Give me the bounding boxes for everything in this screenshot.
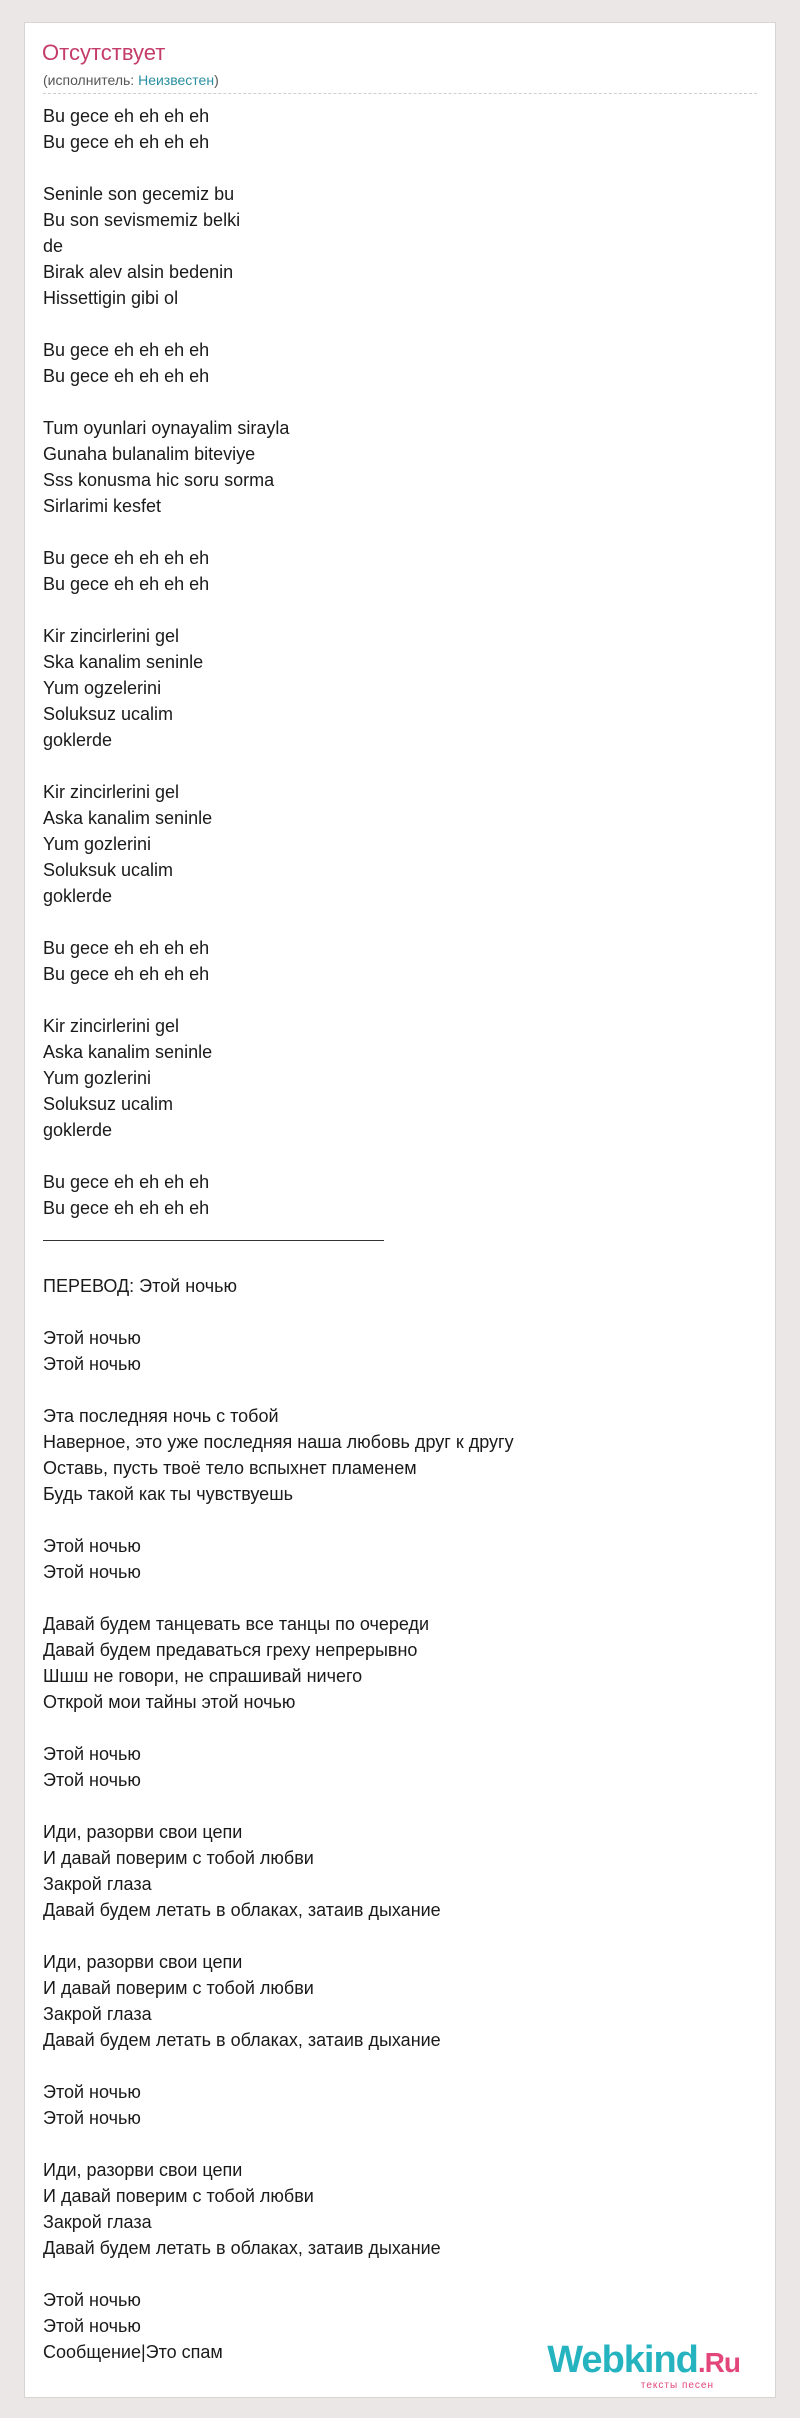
lyric-line: Bu gece eh eh eh eh	[43, 1172, 210, 1192]
header-divider	[43, 93, 757, 94]
lyrics-card	[24, 22, 776, 2398]
blank-line	[43, 1299, 743, 1325]
lyric-line: И давай поверим с тобой любви	[43, 1978, 314, 1998]
translated-lyrics	[43, 1273, 743, 2339]
lyric-line: Этой ночью	[43, 2290, 141, 2310]
lyric-line: Tum oyunlari oynayalim sirayla	[43, 418, 290, 438]
lyric-line: Yum ogzelerini	[43, 678, 162, 698]
lyric-line: Kir zincirlerini gel	[43, 1016, 180, 1036]
blank-line	[43, 2131, 743, 2157]
lyric-line: Aska kanalim seninle	[43, 1042, 213, 1062]
song-title: Отсутствует	[42, 40, 166, 65]
lyric-line: Закрой глаза	[43, 2212, 152, 2232]
blank-line	[43, 311, 743, 337]
blank-line	[43, 753, 743, 779]
lyric-line: Закрой глаза	[43, 1874, 152, 1894]
lyric-line: Soluksuk ucalim	[43, 860, 174, 880]
lyric-line: Иди, разорви свои цепи	[43, 1822, 243, 1842]
blank-line	[43, 1585, 743, 1611]
blank-line	[43, 389, 743, 415]
lyric-line: goklerde	[43, 1120, 113, 1140]
lyric-line: Этой ночью	[43, 1354, 141, 1374]
lyric-line: Soluksuz ucalim	[43, 1094, 174, 1114]
blank-line	[43, 1923, 743, 1949]
lyric-line: Этой ночью	[43, 1536, 141, 1556]
lyric-line: Открой мои тайны этой ночью	[43, 1692, 296, 1712]
blank-line	[43, 597, 743, 623]
lyric-line: Давай будем танцевать все танцы по очереди	[43, 1614, 430, 1634]
translation-separator	[43, 1221, 743, 1247]
blank-line	[43, 155, 743, 181]
blank-line	[43, 519, 743, 545]
lyric-line: Иди, разорви свои цепи	[43, 2160, 243, 2180]
artist-link[interactable]: Неизвестен	[138, 72, 215, 88]
footer-divider: |	[140, 2342, 146, 2362]
lyric-line: Kir zincirlerini gel	[43, 626, 180, 646]
lyrics-body	[43, 103, 743, 2365]
lyric-line: ПЕРЕВОД: Этой ночью	[43, 1276, 238, 1296]
lyric-line: de	[43, 236, 64, 256]
lyric-line: Иди, разорви свои цепи	[43, 1952, 243, 1972]
spam-link[interactable]: Это спам	[145, 2342, 223, 2362]
lyric-line: Этой ночью	[43, 2316, 141, 2336]
logo-subtitle: тексты песен	[640, 2380, 714, 2391]
blank-line	[43, 1507, 743, 1533]
lyric-line: Kir zincirlerini gel	[43, 782, 180, 802]
lyric-line: Soluksuz ucalim	[43, 704, 174, 724]
lyric-line: Sirlarimi kesfet	[43, 496, 162, 516]
lyric-line: Этой ночью	[43, 1744, 141, 1764]
lyric-line: Seninle son gecemiz bu	[43, 184, 235, 204]
lyric-line: Оставь, пусть твоё тело вспыхнет пламенем	[43, 1458, 417, 1478]
lyric-line: И давай поверим с тобой любви	[43, 1848, 314, 1868]
artist-line	[43, 71, 219, 89]
lyric-line: Yum gozlerini	[43, 1068, 152, 1088]
lyric-line: Birak alev alsin bedenin	[43, 262, 234, 282]
lyric-line: Закрой глаза	[43, 2004, 152, 2024]
lyric-line: Gunaha bulanalim biteviye	[43, 444, 256, 464]
artist-suffix: )	[214, 72, 219, 88]
lyric-line: Этой ночью	[43, 1328, 141, 1348]
lyric-line: Bu gece eh eh eh eh	[43, 366, 210, 386]
lyric-line: Этой ночью	[43, 2108, 141, 2128]
lyric-line: Ska kanalim seninle	[43, 652, 204, 672]
lyric-line: Давай будем летать в облаках, затаив дыхание	[43, 2238, 441, 2258]
lyric-line: И давай поверим с тобой любви	[43, 2186, 314, 2206]
lyric-line: Yum gozlerini	[43, 834, 152, 854]
lyric-line: Давай будем летать в облаках, затаив дыхание	[43, 1900, 441, 1920]
lyric-line: Этой ночью	[43, 1562, 141, 1582]
lyric-line: Bu gece eh eh eh eh	[43, 132, 210, 152]
lyric-line: Bu gece eh eh eh eh	[43, 106, 210, 126]
lyric-line: Bu gece eh eh eh eh	[43, 548, 210, 568]
lyric-line: Этой ночью	[43, 2082, 141, 2102]
original-lyrics	[43, 103, 743, 1221]
lyric-line: Bu gece eh eh eh eh	[43, 574, 210, 594]
blank-line	[43, 2261, 743, 2287]
site-logo[interactable]	[547, 2338, 740, 2391]
lyric-line: Будь такой как ты чувствуешь	[43, 1484, 294, 1504]
lyric-line: Aska kanalim seninle	[43, 808, 213, 828]
message-link[interactable]: Сообщение	[43, 2342, 141, 2362]
logo-main-text: Webkind	[547, 2339, 698, 2381]
logo-tld: .Ru	[697, 2347, 740, 2378]
logo-text	[547, 2338, 740, 2385]
blank-line	[43, 909, 743, 935]
lyric-line: Bu gece eh eh eh eh	[43, 964, 210, 984]
blank-line	[43, 1793, 743, 1819]
blank-line	[43, 1377, 743, 1403]
lyric-line: Давай будем летать в облаках, затаив дыхание	[43, 2030, 441, 2050]
lyric-line: Шшш не говори, не спрашивай ничего	[43, 1666, 363, 1686]
blank-line	[43, 987, 743, 1013]
lyric-line: Bu gece eh eh eh eh	[43, 340, 210, 360]
lyric-line: Sss konusma hic soru sorma	[43, 470, 275, 490]
lyric-line: Bu son sevismemiz belki	[43, 210, 241, 230]
blank-line	[43, 1247, 743, 1273]
lyric-line: Bu gece eh eh eh eh	[43, 938, 210, 958]
lyric-line: Bu gece eh eh eh eh	[43, 1198, 210, 1218]
artist-prefix: (исполнитель:	[43, 72, 139, 88]
lyric-line: goklerde	[43, 886, 113, 906]
blank-line	[43, 1143, 743, 1169]
blank-line	[43, 1715, 743, 1741]
blank-line	[43, 2053, 743, 2079]
lyric-line: Давай будем предаваться греху непрерывно	[43, 1640, 418, 1660]
lyric-line: Этой ночью	[43, 1770, 141, 1790]
lyric-line: goklerde	[43, 730, 113, 750]
lyric-line: Наверное, это уже последняя наша любовь друг к другу	[43, 1432, 514, 1452]
lyric-line: Эта последняя ночь с тобой	[43, 1406, 279, 1426]
lyric-line: Hissettigin gibi ol	[43, 288, 179, 308]
